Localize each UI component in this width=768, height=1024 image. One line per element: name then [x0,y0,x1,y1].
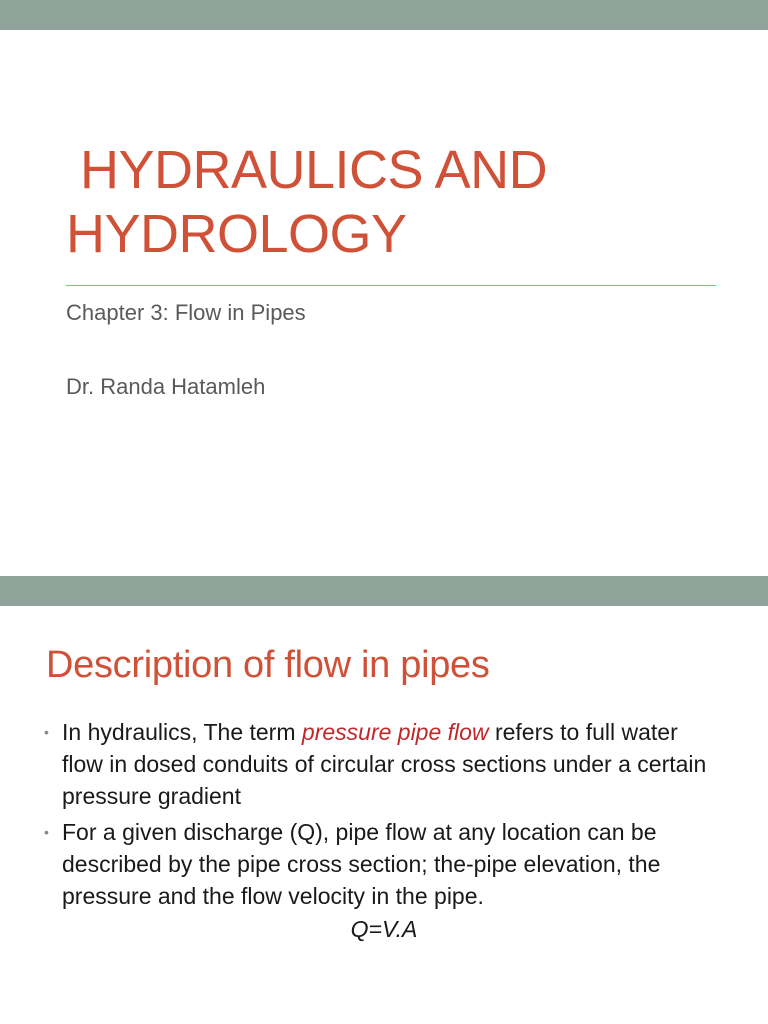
content-slide [0,606,768,1024]
slide-divider-band [0,576,768,606]
bullet-dot-icon: • [44,724,49,740]
presentation-title [66,138,706,266]
title-line-2: HYDROLOGY [66,204,407,264]
chapter-subtitle: Chapter 3: Flow in Pipes [66,300,306,325]
bullet-text: For a given discharge (Q), pipe flow at any location can be described by the pipe cross section; the-pipe elevation, the pressure and the flow velocity in the pipe. [62,819,661,909]
top-divider-band [0,0,768,30]
bullet-text-post: refers to full water flow in dosed conduits of circular cross sections under a certain pressure gradient [62,719,707,809]
bullet-item [44,716,724,812]
title-slide [0,30,768,576]
highlighted-term: pressure pipe flow [301,719,489,745]
title-underline [66,285,716,286]
bullet-dot-icon: • [44,824,49,840]
slide-title: Description of flow in pipes [46,644,490,686]
formula: Q=V.A [350,916,418,942]
bullet-text-pre: In hydraulics, The term [62,719,302,745]
bullet-list [44,716,724,916]
bullet-item [44,816,724,912]
author-name: Dr. Randa Hatamleh [66,374,266,399]
title-line-1: HYDRAULICS AND [80,140,548,200]
